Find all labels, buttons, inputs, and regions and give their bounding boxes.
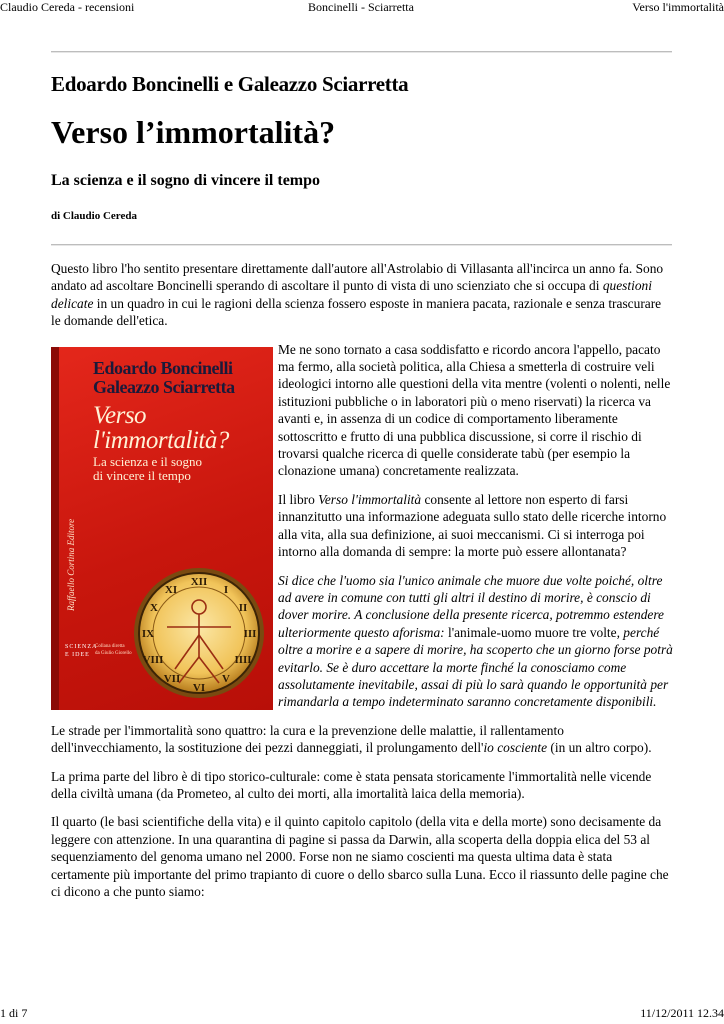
svg-text:VIII: VIII (142, 653, 164, 666)
svg-text:I: I (223, 583, 229, 596)
cover-publisher: Raffaello Cortina Editore (66, 518, 76, 611)
top-divider (51, 51, 672, 53)
paragraph: Questo libro l'ho sentito presentare direttamente dall'autore all'Astrolabio di Villasanta all'incirca un anno fa. Sono andato ad ascoltare Boncinelli sperando di ascoltare il punto di vista di uno scienziato che si occupa di questioni delicate in un quadro in cui le ragioni della scienza fossero esposte in maniera pacata, razionale e senza trascurare le domande dell'etica. (51, 261, 664, 329)
svg-text:IX: IX (141, 627, 155, 640)
article-byline: di Claudio Cereda (51, 210, 137, 222)
svg-text:IIII: IIII (234, 653, 252, 666)
cover-authors: Edoardo Boncinelli Galeazzo Sciarretta (93, 357, 235, 397)
footer-page-number: 1 di 7 (0, 1006, 28, 1020)
bottom-divider (51, 244, 672, 246)
svg-text:XI: XI (164, 583, 178, 596)
quote-paragraph: Si dice che l'uomo sia l'unico animale che muore due volte poiché, oltre ad avere in comune con tutti gli altri il destino di morire, è conscio di dover morire. A conclusione della presente ricerca, potremmo estendere ulteriormente questo aforisma: l'animale-uomo muore tre volte, perché oltre a morire e a sapere di morire, ha scoperto che un giorno forse potrà evitarlo. Se è duro accettare la morte finché la conosciamo come assolutamente inevitabile, assai di più lo sarà quando le opportunità per rimandarla a tempo indeterminato saranno concretamente disponibili. (278, 572, 673, 710)
clock-illustration (131, 565, 267, 701)
header-site: Claudio Cereda - recensioni (0, 0, 135, 14)
cover-title: Verso l'immortalità? (93, 401, 229, 454)
svg-text:III: III (243, 627, 257, 640)
cover-subtitle: La scienza e il sogno di vincere il tempo (93, 453, 203, 483)
article-body (51, 260, 674, 911)
cover-series: SCIENZA E IDEE (65, 643, 98, 658)
cover-spine (51, 347, 59, 710)
svg-text:X: X (150, 601, 158, 614)
svg-text:V: V (222, 672, 230, 685)
paragraph: Il libro Verso l'immortalità consente al lettore non esperto di farsi innanzitutto una informazione adeguata sullo stato delle ricerche intorno alla vita, alla sua definizione, ai suoi meccanismi. Ci si interroga poi intorno alla domanda di sempre: la morte può essere allontanata? (278, 491, 667, 560)
svg-text:XII: XII (190, 575, 208, 588)
svg-text:VII: VII (163, 672, 181, 685)
book-cover-image (51, 347, 273, 710)
article-subtitle: La scienza e il sogno di vincere il tempo (51, 172, 321, 189)
paragraph: Le strade per l'immortalità sono quattro: la cura e la prevenzione delle malattie, il rallentamento dell'invecchiamento, la sostituzione dei pezzi danneggiati, il prolungamento dell'io cosciente (in un altro corpo). (51, 722, 652, 756)
article-title: Verso l’immortalità? (51, 114, 336, 150)
page-footer (0, 1006, 724, 1020)
paragraph: Il quarto (le basi scientifiche della vita) e il quinto capitolo capitolo (della vita e della morte) sono decisamente da leggere con attenzione. In una quarantina di pagine si passa da Darwin, alla scoperta della doppia elica del 53 al sequenziamento del genoma umano nel 2000. Forse non ne siamo coscienti ma questa ultima data è stata certamente più importante del primo trapianto di cuore o dello sbarco sulla Luna. Ecco il riassunto delle pagine che ci dicono a che punto siamo: (51, 814, 669, 899)
footer-datetime: 11/12/2011 12.34 (640, 1006, 724, 1020)
header-book-title: Verso l'immortalità (632, 0, 724, 14)
svg-text:II: II (238, 601, 248, 614)
page-header (0, 0, 724, 14)
paragraph: Me ne sono tornato a casa soddisfatto e ricordo ancora l'appello, pacato ma fermo, alla società politica, alla Chiesa a smetterla di costruire veli ideologici intorno alle questioni della vita mentre (volenti o nolenti, nelle istituzioni pubbliche o in laboratori più o meno riservati) la ricerca va avanti e, in assenza di un codice di comportamento liberamente sottoscritto e frutto di una pubblica discussione, si corre il rischio di trovarsi qualche ricerca di quelle considerate tabù (per esempio la clonazione umana) concretamente realizzata. (278, 341, 671, 479)
header-authors: Boncinelli - Sciarretta (308, 0, 414, 14)
article-authors: Edoardo Boncinelli e Galeazzo Sciarretta (51, 72, 409, 96)
paragraph: La prima parte del libro è di tipo storico-culturale: come è stata pensata storicamente l'immortalità nelle vicende della civiltà umana (da Prometeo, al culto dei morti, alla imortalità laica della memoria). (51, 768, 652, 801)
cover-collection: Collana diretta da Giulio Giorello (95, 643, 132, 656)
svg-text:VI: VI (192, 681, 206, 694)
